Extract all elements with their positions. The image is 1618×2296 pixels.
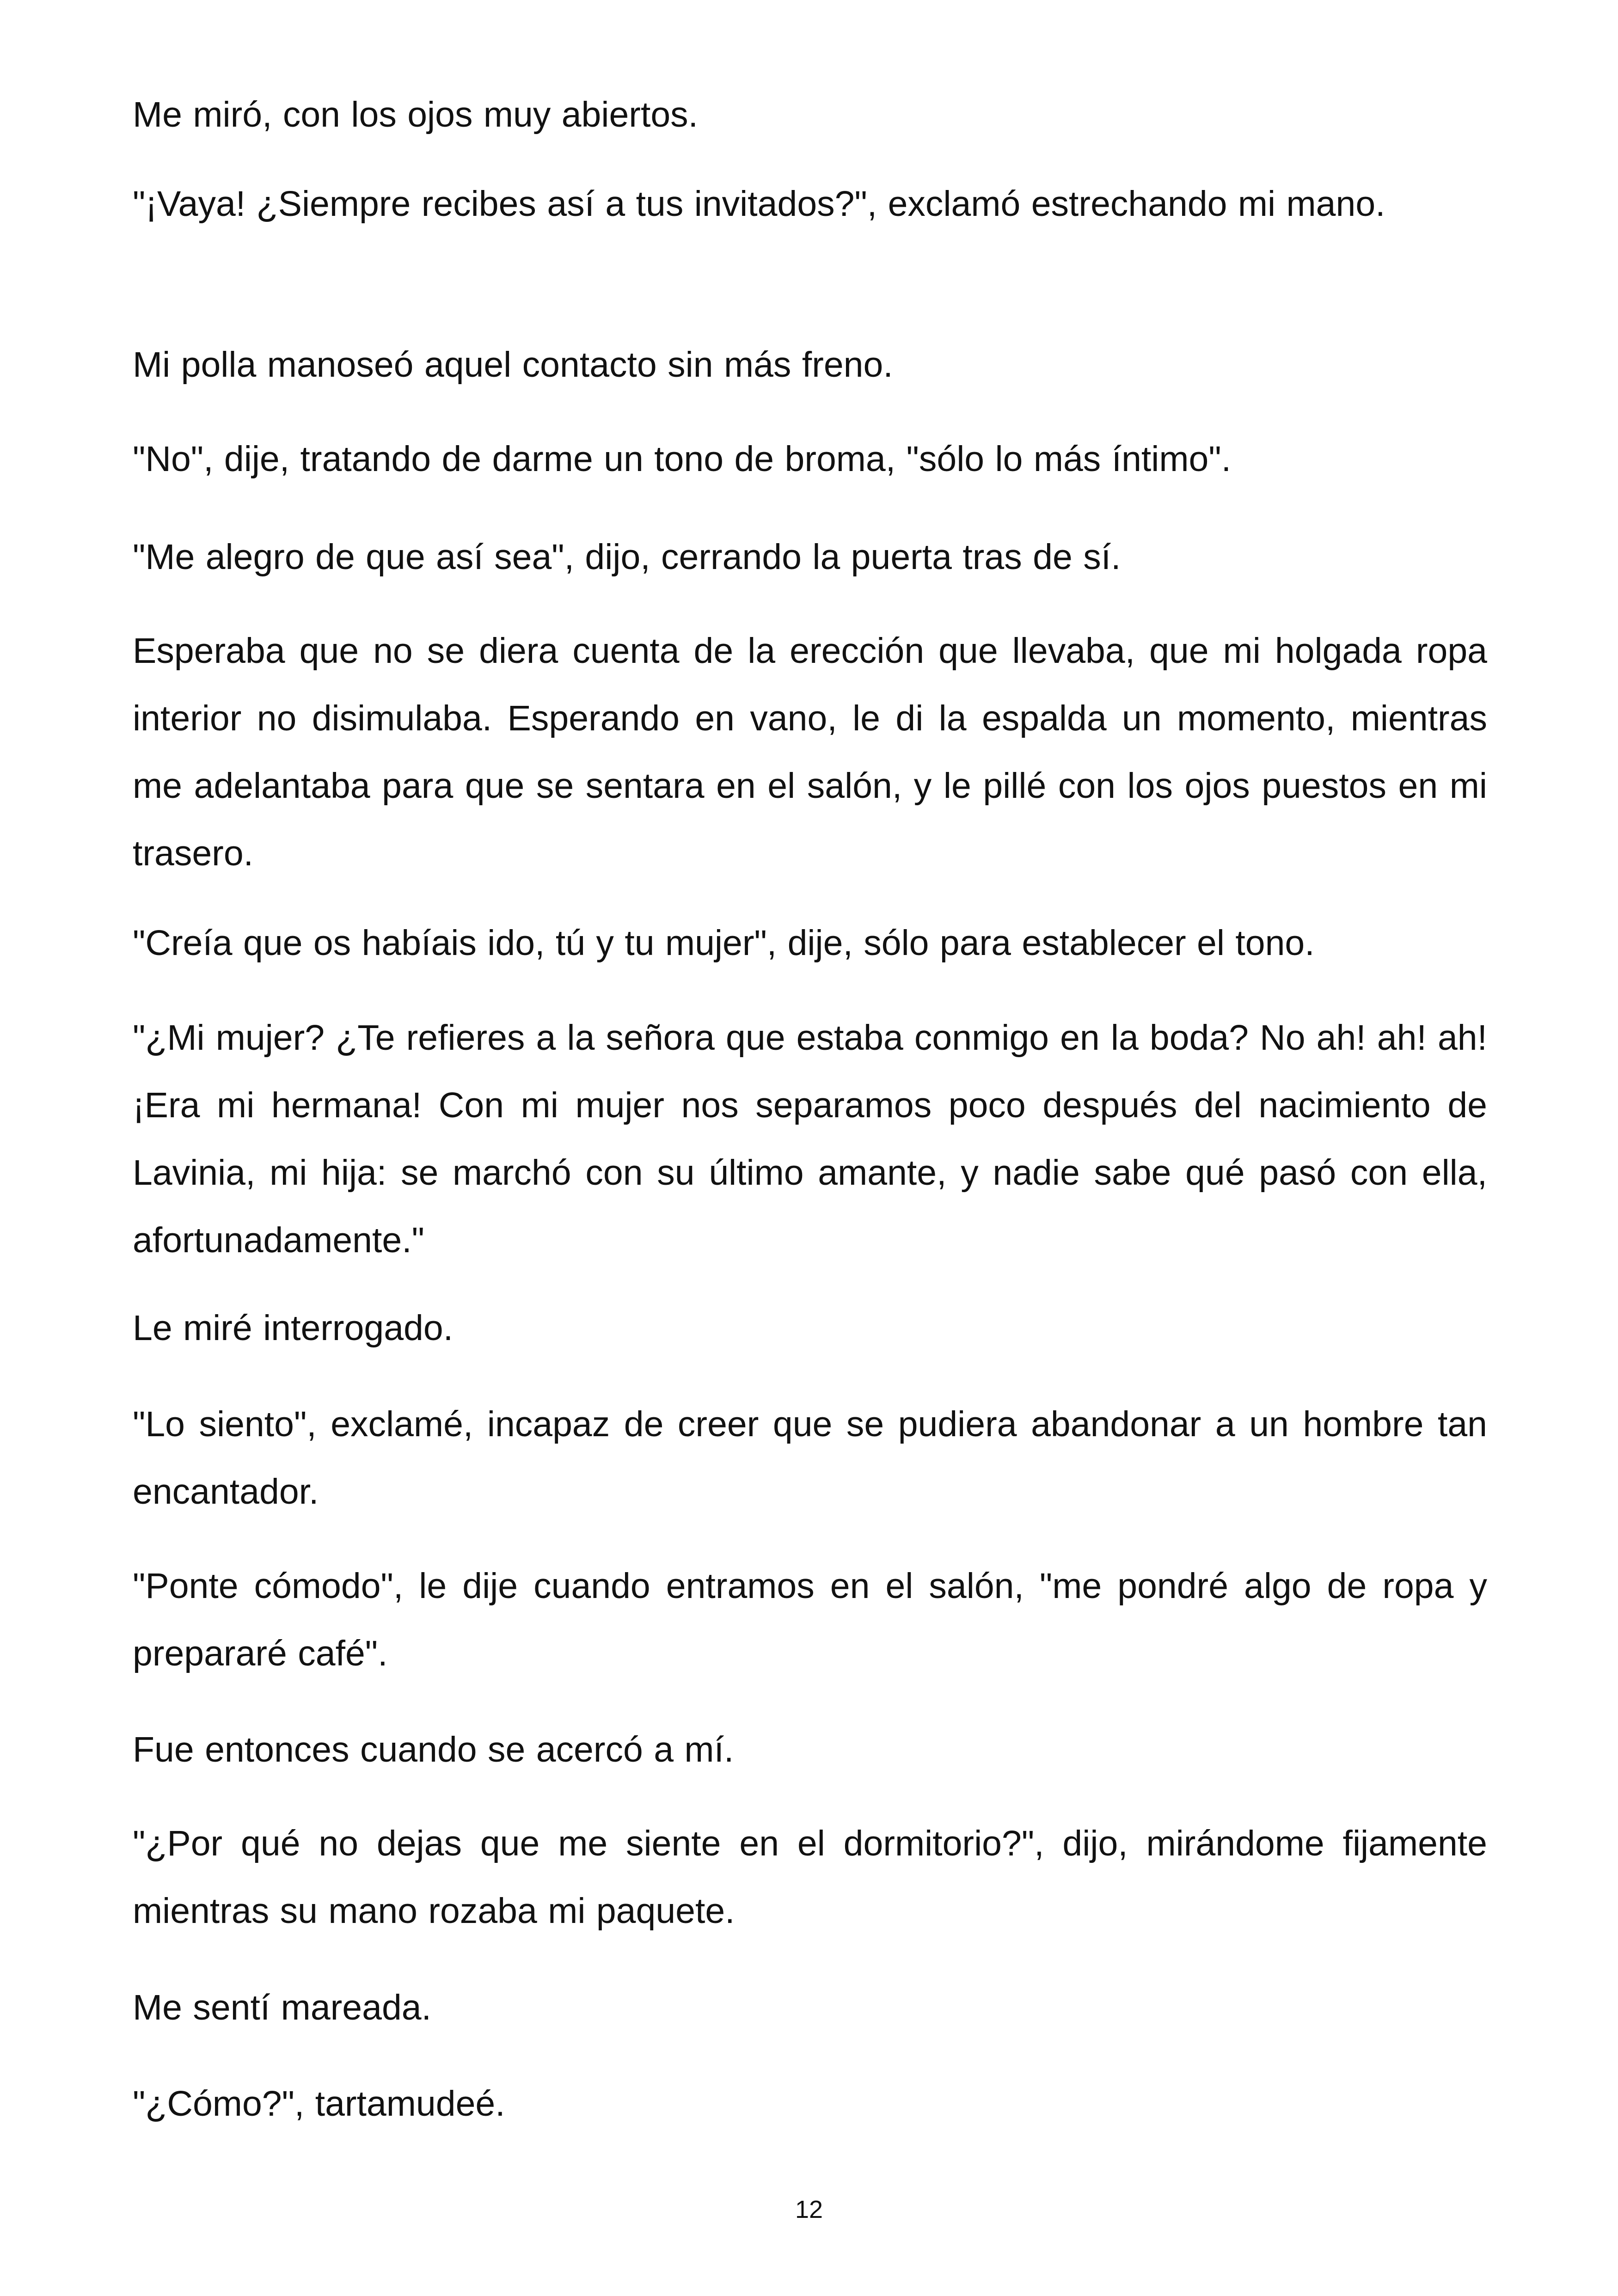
- paragraph-15: "¿Cómo?", tartamudeé.: [133, 2084, 505, 2124]
- document-page: [133, 0, 1487, 2296]
- paragraph-6: Esperaba que no se diera cuenta de la erección que llevaba, que mi holgada ropa interior no disimulaba. Esperando en vano, le di la espalda un momento, mientras me adelantaba para que se sentara en el salón, y le pillé con los ojos puestos en mi trasero.: [133, 631, 1487, 873]
- paragraph-12: Fue entonces cuando se acercó a mí.: [133, 1730, 734, 1769]
- paragraph-11: "Ponte cómodo", le dije cuando entramos en el salón, "me pondré algo de ropa y prepararé café".: [133, 1566, 1487, 1673]
- paragraph-13: "¿Por qué no dejas que me siente en el dormitorio?", dijo, mirándome fijamente mientras su mano rozaba mi paquete.: [133, 1824, 1487, 1931]
- paragraph-8: "¿Mi mujer? ¿Te refieres a la señora que estaba conmigo en la boda? No ah! ah! ah! ¡Era mi hermana! Con mi mujer nos separamos poco después del nacimiento de Lavinia, mi hija: se marchó con su último amante, y nadie sabe qué pasó con ella, afortunadamente.": [133, 1018, 1487, 1260]
- paragraph-5: "Me alegro de que así sea", dijo, cerrando la puerta tras de sí.: [133, 537, 1121, 577]
- page-number: 12: [795, 2196, 823, 2223]
- paragraph-3: Mi polla manoseó aquel contacto sin más freno.: [133, 345, 893, 385]
- paragraph-14: Me sentí mareada.: [133, 1988, 431, 2027]
- paragraph-2: "¡Vaya! ¿Siempre recibes así a tus invitados?", exclamó estrechando mi mano.: [133, 184, 1385, 224]
- paragraph-10: "Lo siento", exclamé, incapaz de creer que se pudiera abandonar a un hombre tan encantador.: [133, 1404, 1487, 1512]
- paragraph-7: "Creía que os habíais ido, tú y tu mujer", dije, sólo para establecer el tono.: [133, 923, 1315, 963]
- paragraph-9: Le miré interrogado.: [133, 1308, 454, 1348]
- paragraph-1: Me miró, con los ojos muy abiertos.: [133, 95, 699, 135]
- paragraph-4: "No", dije, tratando de darme un tono de broma, "sólo lo más íntimo".: [133, 439, 1232, 479]
